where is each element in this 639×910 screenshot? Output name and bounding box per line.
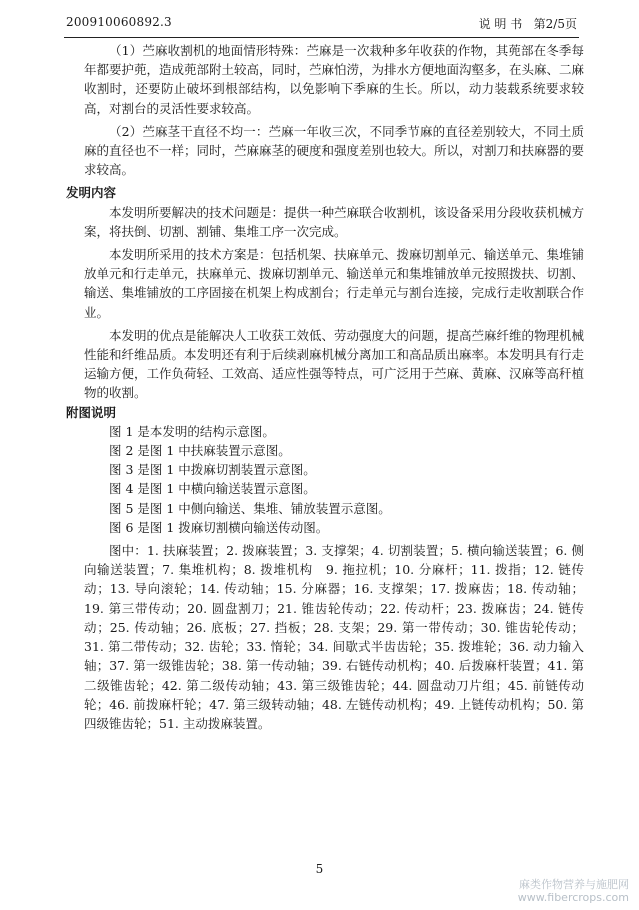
paragraph-advantages: 本发明的优点是能解决人工收获工效低、劳动强度大的问题，提高苎麻纤维的物理机械性能和纤维品质。本发明还有利于后续剥麻机械分离加工和高品质出麻率。本发明具有行走运输方便，工作负荷轻、工效高、适应性强等特点，可广泛用于苎麻、黄麻、汉麻等高秆植物的收割。 — [84, 327, 585, 401]
section-heading-invention: 发明内容 — [66, 185, 117, 201]
paragraph-ground-conditions: （1）苎麻收割机的地面情形特殊：苎麻是一次栽种多年收获的作物，其蔸部在冬季每年都要护蔸，造成蔸部附土较高，同时，苎麻怕涝，为排水方便地面沟壑多，在头麻、二麻收割时，还要防止破坏到根部结构，以免影响下季麻的生长。所以，动力装载系统要求较高，对割台的灵活性要求较高。 — [84, 43, 585, 116]
header-page-info: 第2/5页 — [533, 17, 577, 31]
figure-caption-5: 图 5 是图 1 中侧向输送、集堆、铺放装置示意图。 — [109, 500, 391, 516]
paragraph-technical-problem: 本发明所要解决的技术问题是：提供一种苎麻联合收割机，该设备采用分段收获机械方案，将扶倒、切割、割铺、集堆工序一次完成。 — [84, 204, 585, 239]
header-rule — [64, 37, 579, 38]
header-doc-type: 说 明 书 — [478, 17, 523, 31]
document-body — [66, 41, 585, 733]
watermark — [518, 878, 629, 904]
header-doc-type-page — [479, 15, 577, 32]
figure-caption-4: 图 4 是图 1 中横向输送装置示意图。 — [109, 481, 316, 497]
watermark-url: www.fibercrops.com — [517, 891, 629, 904]
figure-caption-2: 图 2 是图 1 中扶麻装置示意图。 — [109, 443, 291, 459]
paragraph-stem-diameter: （2）苎麻茎干直径不均一：苎麻一年收三次，不同季节麻的直径差别较大，不同土质麻的直径也不一样；同时，苎麻麻茎的硬度和强度差别也较大。所以，对割刀和扶麻器的要求较高。 — [84, 123, 585, 178]
figure-legend: 图中：1. 扶麻装置；2. 拨麻装置；3. 支撑架；4. 切割装置；5. 横向输送装置；6. 侧向输送装置；7. 集堆机构；8. 拨堆机构 9. 拖拉机；10. 分麻杆；11. 拨指；12. 链传动；13. 导向滚轮；14. 传动轴；15. 分麻器；16. 支撑架；17. 拨麻齿；18. 传动轴；19. 第三带传动；20. 圆盘割刀；21. 锥齿轮传动；22. 传动杆；23. 拨麻齿；24. 链传动；25. 传动轴；26. 底板；27. 挡板；28. 支架；29. 第一带传动；30. 锥齿轮传动；31. 第二带传动；32. 齿轮；33. 惰轮；34. 间歇式半齿齿轮；35. 拨堆轮；36. 动力输入轴；37. 第一级锥齿轮；38. 第一传动轴；39. 右链传动机构；40. 后拨麻杆装置；41. 第二级锥齿轮；42. 第二级传动轴；43. 第三级锥齿轮；44. 圆盘动刀片组；45. 前链传动轮；46. 前拨麻杆轮；47. 第三级转动轴；48. 左链传动机构；49. 上链传动机构；50. 第四级锥齿轮；51. 主动拨麻装置。 — [84, 543, 584, 731]
figure-caption-3: 图 3 是图 1 中拨麻切割装置示意图。 — [109, 462, 316, 478]
figure-caption-1: 图 1 是本发明的结构示意图。 — [109, 423, 275, 439]
watermark-site-name: 麻类作物营养与施肥网 — [519, 878, 629, 891]
section-heading-figures: 附图说明 — [66, 404, 117, 420]
header-doc-number: 200910060892.3 — [66, 15, 172, 29]
figure-caption-6: 图 6 是图 1 拨麻切割横向输送传动图。 — [109, 519, 329, 535]
paragraph-technical-solution: 本发明所采用的技术方案是：包括机架、扶麻单元、拨麻切割单元、输送单元、集堆铺放单元和行走单元，扶麻单元、拨麻切割单元、输送单元和集堆铺放单元按照拨扶、切割、输送、集堆铺放的工序固接在机架上构成割台；行走单元与割台连接，完成行走收割联合作业。 — [84, 247, 585, 320]
page-number: 5 — [315, 862, 324, 876]
